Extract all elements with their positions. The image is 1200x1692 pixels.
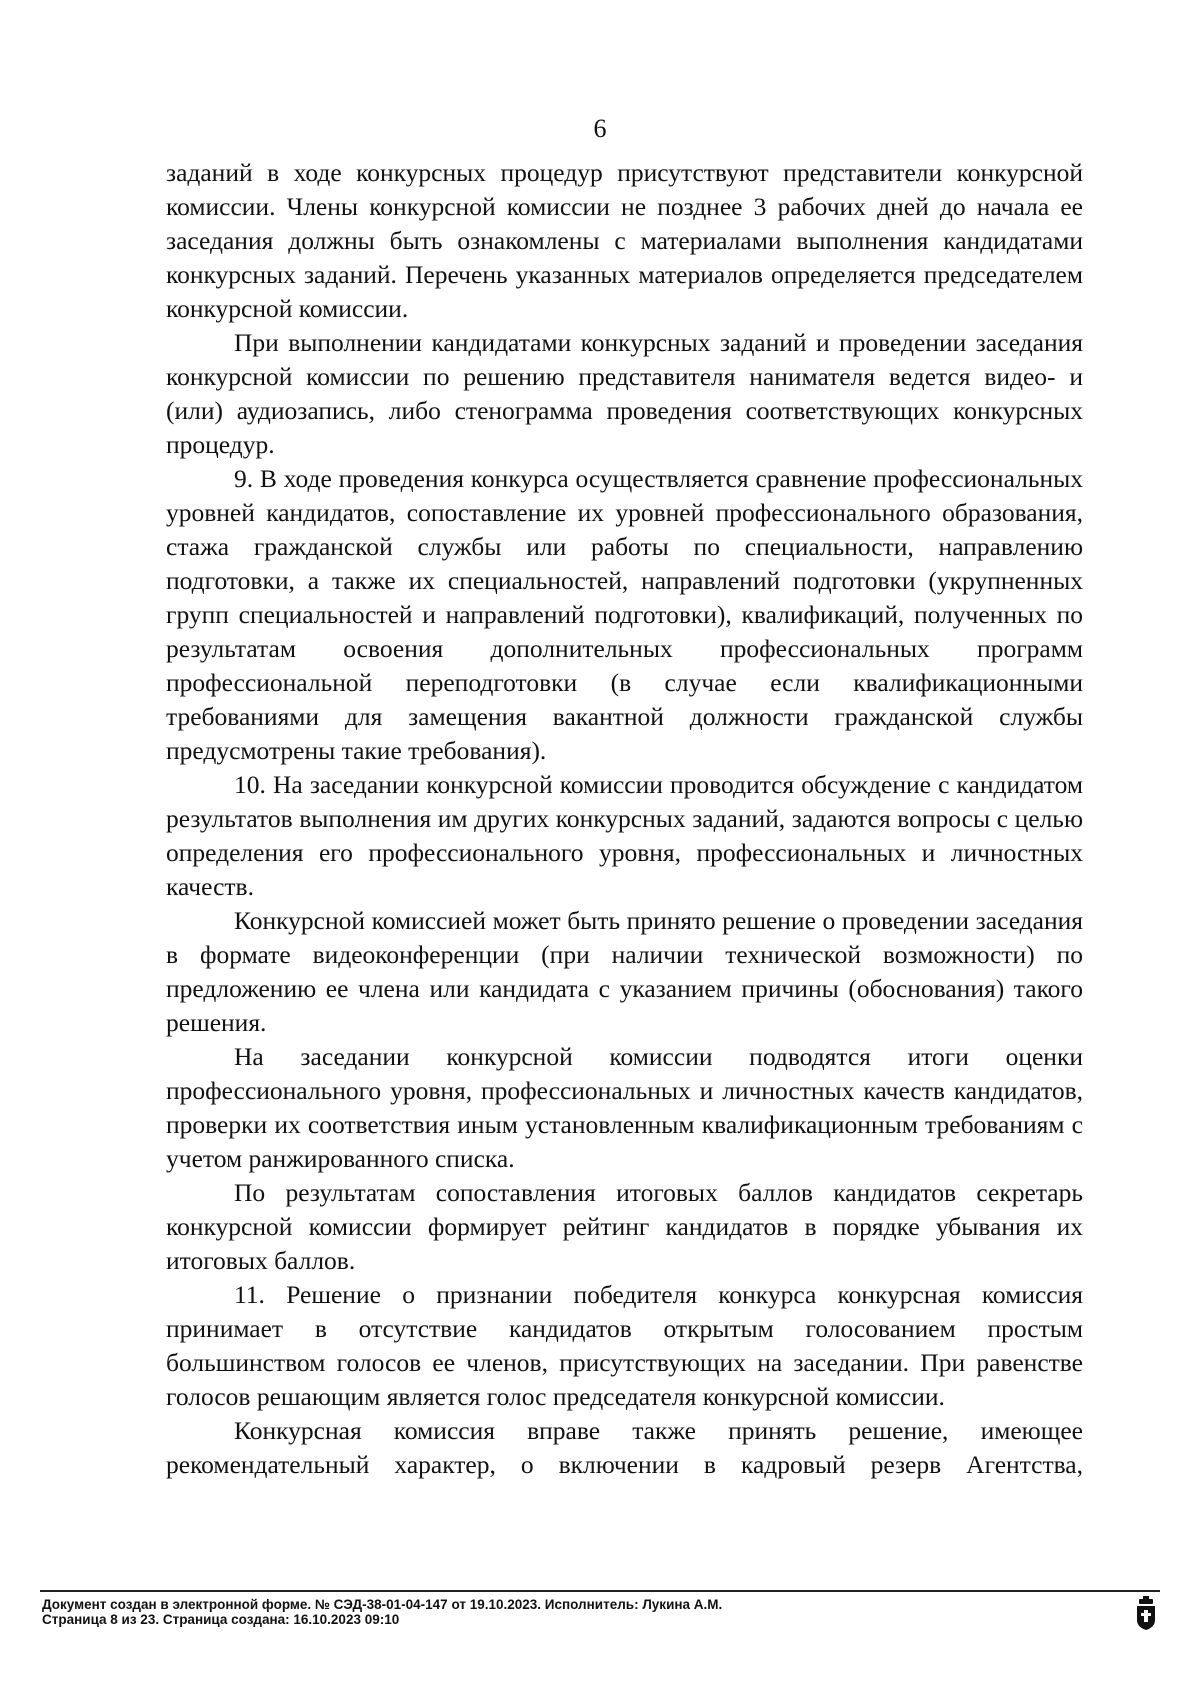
page-number: 6	[593, 114, 607, 143]
paragraph-continued: заданий в ходе конкурсных процедур присутствуют представители конкурсной комиссии. Члены конкурсной комиссии не позднее 3 рабочих дней до начала ее заседания должны быть ознакомлены с материалами выполнения кандидатами конкурсных заданий. Перечень указанных материалов определяется председателем конкурсной комиссии.	[166, 158, 1083, 323]
paragraph-item-10: 10. На заседании конкурсной комиссии проводится обсуждение с кандидатом результатов выполнения им других конкурсных заданий, задаются вопросы с целью определения его профессионального уровня, профессиональных и личностных качеств.	[166, 770, 1083, 901]
document-body	[166, 156, 1083, 1482]
paragraph-videoconference: Конкурсной комиссией может быть принято решение о проведении заседания в формате видеоконференции (при наличии технической возможности) по предложению ее члена или кандидата с указанием причины (обоснования) такого решения.	[166, 906, 1083, 1037]
footer-page-info: Страница 8 из 23. Страница создана: 16.10.2023 09:10	[42, 1612, 400, 1627]
document-footer	[42, 1597, 1092, 1627]
paragraph-reserve: Конкурсная комиссия вправе также принять решение, имеющее рекомендательный характер, о включении в кадровый резерв Агентства,	[166, 1416, 1083, 1479]
coat-of-arms-icon	[1134, 1596, 1158, 1630]
footer-document-info: Документ создан в электронной форме. № СЭД-38-01-04-147 от 19.10.2023. Исполнитель: Лукина А.М.	[42, 1597, 723, 1612]
footer-divider	[40, 1590, 1160, 1592]
paragraph-results: На заседании конкурсной комиссии подводятся итоги оценки профессионального уровня, профессиональных и личностных качеств кандидатов, проверки их соответствия иным установленным квалификационным требованиям с учетом ранжированного списка.	[166, 1042, 1083, 1173]
paragraph-item-9: 9. В ходе проведения конкурса осуществляется сравнение профессиональных уровней кандидатов, сопоставление их уровней профессионального образования, стажа гражданской службы или работы по специальности, направлению подготовки, а также их специальностей, направлений подготовки (укрупненных групп специальностей и направлений подготовки), квалификаций, полученных по результатам освоения дополнительных профессиональных программ профессиональной переподготовки (в случае если квалификационными требованиями для замещения вакантной должности гражданской службы предусмотрены такие требования).	[166, 464, 1083, 765]
paragraph-item-11: 11. Решение о признании победителя конкурса конкурсная комиссия принимает в отсутствие кандидатов открытым голосованием простым большинством голосов ее членов, присутствующих на заседании. При равенстве голосов решающим является голос председателя конкурсной комиссии.	[166, 1280, 1083, 1411]
paragraph-rating: По результатам сопоставления итоговых баллов кандидатов секретарь конкурсной комиссии формирует рейтинг кандидатов в порядке убывания их итоговых баллов.	[166, 1178, 1083, 1275]
paragraph-recording: При выполнении кандидатами конкурсных заданий и проведении заседания конкурсной комиссии по решению представителя нанимателя ведется видео- и (или) аудиозапись, либо стенограмма проведения соответствующих конкурсных процедур.	[166, 328, 1083, 459]
